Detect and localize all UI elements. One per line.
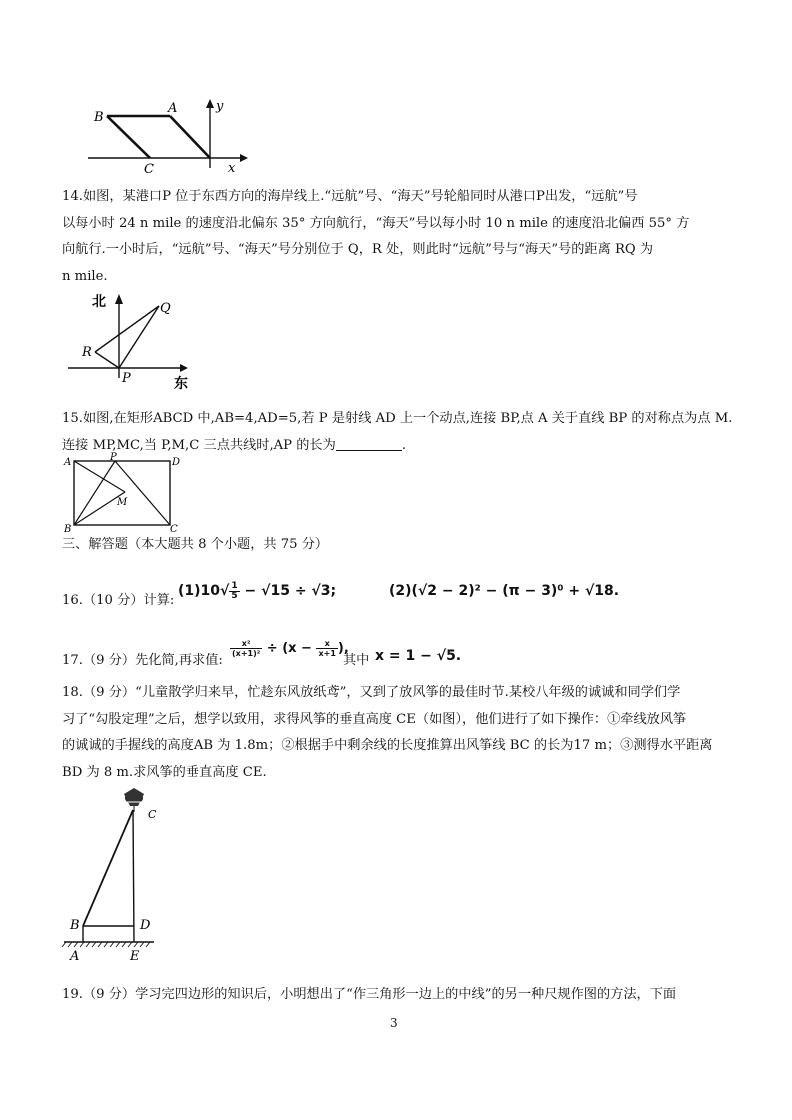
figure-q14 [62, 290, 212, 395]
label-e: E [130, 949, 140, 964]
label-p: P [110, 452, 117, 463]
q14-line-4: n mile. [62, 268, 108, 284]
q14-line-1: 14.如图，某港口P 位于东西方向的海岸线上.“远航”号、“海天”号轮船同时从港口P出发，“远航”号 [62, 189, 638, 204]
y-axis-arrow [206, 99, 214, 108]
figure-q15 [62, 452, 187, 534]
segment-ce [133, 810, 134, 942]
q19-line-1: 19.（9 分）学习完四边形的知识后，小明想出了“作三角形一边上的中线”的另一种尺规作图的方法，下面 [62, 987, 677, 1002]
north-arrow [115, 294, 123, 304]
label-d: D [172, 457, 181, 468]
segment-pq [119, 306, 159, 368]
label-b: B [64, 524, 72, 534]
x-axis-arrow [240, 154, 248, 162]
q16-part1: (1)10√ $\frac{1}{5}$ − √15 ÷ √3; [178, 580, 337, 601]
label-r: R [82, 345, 92, 360]
label-p: P [122, 371, 131, 386]
label-m: M [117, 497, 128, 508]
label-east: 东 [174, 376, 188, 392]
label-c: C [144, 162, 154, 176]
q15-line-1: 15.如图,在矩形ABCD 中,AB=4,AD=5,若 P 是射线 AD 上一个动点,连接 BP,点 A 关于直线 BP 的对称点为点 M. [62, 411, 733, 426]
label-y: y [216, 99, 224, 114]
page-number: 3 [390, 1016, 398, 1030]
label-d: D [140, 918, 151, 933]
section-heading: 三、解答题（本大题共 8 个小题，共 75 分） [62, 537, 329, 552]
label-a: A [70, 949, 80, 964]
label-a: A [168, 101, 178, 116]
q18-line-2: 习了“勾股定理”之后，想学以致用，求得风筝的垂直高度 CE（如图），他们进行了如下操作：①牵线放风筝 [62, 711, 687, 727]
q18-line-4: BD 为 8 m.求风筝的垂直高度 CE. [62, 764, 267, 780]
label-north: 北 [92, 294, 106, 310]
segment-bp [74, 461, 115, 525]
question-14 [62, 184, 742, 290]
q14-line-2: 以每小时 24 n mile 的速度沿北偏东 35° 方向航行，“海天”号以每小时 10 n mile 的速度沿北偏西 55° 方 [62, 215, 690, 231]
segment-bc [107, 116, 150, 158]
segment-rq [95, 306, 159, 352]
q17-value: x = 1 − √5. [375, 648, 462, 664]
label-x: x [228, 161, 236, 176]
figure-q18 [58, 786, 173, 964]
q17-label: 17.（9 分）先化简,再求值: [62, 653, 223, 668]
q14-line-3: 向航行.一小时后，“远航”号、“海天”号分别位于 Q，R 处，则此时“远航”号与“海天”号的距离 RQ 为 [62, 242, 654, 257]
q15-line-2: 连接 MP,MC,当 P,M,C 三点共线时,AP 的长为 . [62, 437, 407, 453]
label-q: Q [160, 301, 171, 316]
q18-line-3: 的诚诚的手握线的高度AB 为 1.8m；②根据手中剩余线的长度推算出风筝线 BC 的长为17 m；③测得水平距离 [62, 738, 713, 753]
kite-icon [124, 788, 144, 812]
figure-q13 [80, 96, 250, 176]
q16-part2: (2)(√2 − 2)² − (π − 3)⁰ + √18. [389, 583, 620, 599]
q18-line-1: 18.（9 分）“儿童散学归来早，忙趁东风放纸鸢”，又到了放风筝的最佳时节.某校八年级的诚诚和同学们学 [62, 685, 681, 700]
label-b: B [70, 918, 80, 933]
answer-blank [336, 436, 402, 451]
segment-a-origin [170, 116, 210, 158]
q17-where: 其中 [343, 653, 370, 668]
segment-bc [83, 810, 133, 926]
east-arrow [180, 364, 188, 372]
q17-expression: $\frac{\text{x²}}{\text{(x+1)²}}$ ÷ (x − $\frac{x}{x+1}$ ), [232, 639, 349, 658]
label-a: A [64, 457, 72, 468]
label-c: C [170, 524, 178, 534]
question-18 [62, 680, 742, 786]
segment-pr [95, 352, 119, 368]
label-c: C [148, 808, 157, 821]
segment-am [74, 461, 125, 492]
q16-label: 16.（10 分）计算: [62, 593, 175, 608]
label-b: B [94, 110, 104, 125]
